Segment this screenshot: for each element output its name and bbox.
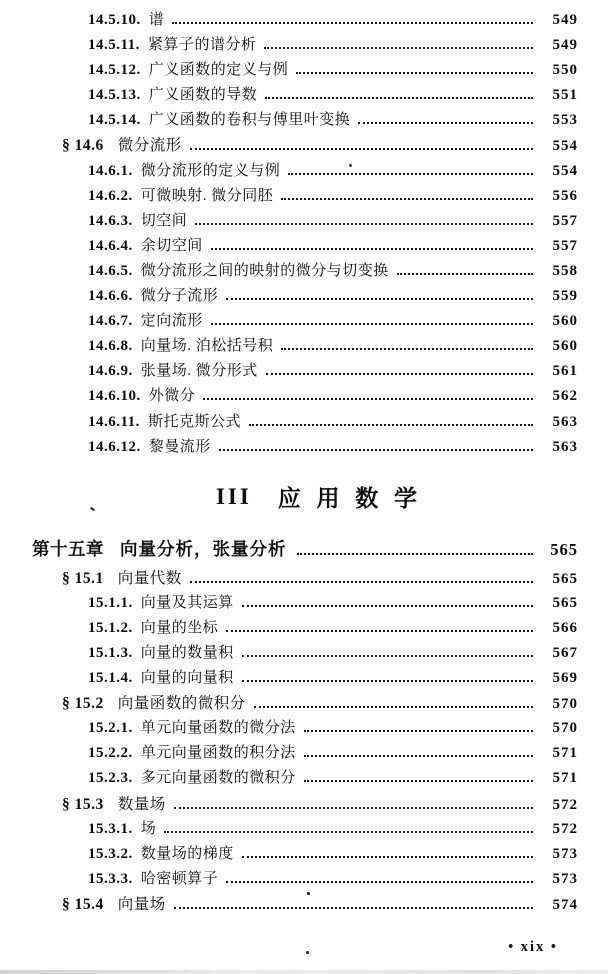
entry-page: 563 xyxy=(552,438,578,455)
entry-page: 572 xyxy=(552,820,578,837)
entry-number: 15.2.2. xyxy=(88,745,133,762)
entry-title: 向量代数 xyxy=(117,569,182,587)
dot-leader xyxy=(266,373,533,375)
entry-number: § 15.1 xyxy=(62,569,104,587)
toc-row xyxy=(0,867,578,892)
toc-row xyxy=(0,591,578,616)
dot-leader xyxy=(254,706,533,708)
toc-row xyxy=(0,259,578,284)
entry-title: 单元向量函数的微分法 xyxy=(140,720,296,737)
entry-page: 574 xyxy=(552,896,578,913)
dot-leader xyxy=(281,348,533,350)
entry-title: 向量的数量积 xyxy=(140,644,234,661)
toc-row xyxy=(0,566,578,591)
entry-number: 14.5.11. xyxy=(88,37,140,54)
entry-page: 566 xyxy=(552,619,578,636)
entry-number: 14.5.12. xyxy=(88,62,141,79)
entry-number: 14.5.10. xyxy=(88,12,141,28)
entry-page: 563 xyxy=(552,413,578,430)
toc-row xyxy=(0,133,578,158)
entry-title: 紧算子的谱分析 xyxy=(147,37,257,54)
entry-number: 14.6.1. xyxy=(88,162,133,179)
entry-page: 554 xyxy=(552,162,578,179)
toc-row xyxy=(0,641,578,666)
entry-title: 微分子流形 xyxy=(140,288,219,305)
toc-row xyxy=(0,33,578,58)
entry-title: 广义函数的导数 xyxy=(148,87,258,104)
entry-title: 哈密顿算子 xyxy=(140,870,219,887)
toc-row xyxy=(0,159,578,184)
entry-title: 向量函数的微积分 xyxy=(117,695,246,713)
entry-title: 向量场 xyxy=(117,895,166,913)
entry-title: 多元向量函数的微积分 xyxy=(140,770,296,787)
toc-row xyxy=(0,384,578,409)
entry-title: 数量场的梯度 xyxy=(140,845,234,862)
entry-number: 15.2.1. xyxy=(88,720,133,737)
entry-page: 565 xyxy=(552,570,578,587)
dot-leader xyxy=(164,831,533,833)
dot-leader xyxy=(174,807,533,809)
part-title: 应 用 数 学 xyxy=(277,486,423,512)
toc-row xyxy=(0,284,578,309)
entry-page: 565 xyxy=(550,539,578,559)
entry-title: 定向流形 xyxy=(140,313,203,330)
dot-leader xyxy=(264,47,533,49)
entry-page: 572 xyxy=(552,796,578,813)
part-number: III xyxy=(215,483,252,509)
entry-page: 565 xyxy=(552,594,578,611)
toc-row xyxy=(0,309,578,334)
dot-leader xyxy=(304,780,533,782)
entry-page: 549 xyxy=(552,12,578,28)
dot-leader xyxy=(226,298,533,300)
entry-number: 14.6.12. xyxy=(88,438,141,455)
entry-page: 573 xyxy=(552,845,578,862)
toc-row xyxy=(0,666,578,691)
entry-number: § 14.6 xyxy=(62,137,104,155)
toc-row xyxy=(0,58,578,83)
dot-leader xyxy=(226,881,533,883)
dot-leader xyxy=(281,198,533,200)
toc-row xyxy=(0,410,578,435)
entry-title: 向量的向量积 xyxy=(140,670,234,687)
entry-number: 15.3.2. xyxy=(88,845,133,862)
toc-row xyxy=(0,83,578,108)
entry-number: 14.6.4. xyxy=(88,237,133,254)
toc-row xyxy=(0,817,578,842)
part-heading xyxy=(0,480,578,514)
entry-number: 14.6.10. xyxy=(88,388,141,405)
entry-number: 第十五章 xyxy=(32,538,104,559)
dot-leader xyxy=(242,856,533,858)
toc-row xyxy=(0,892,578,917)
scan-speck xyxy=(306,951,309,954)
entry-number: 15.1.3. xyxy=(88,644,133,661)
entry-title: 向量及其运算 xyxy=(140,594,234,611)
page-number-footer: • xix • xyxy=(508,939,558,955)
entry-page: 550 xyxy=(552,62,578,79)
dot-leader xyxy=(190,581,533,583)
toc-row xyxy=(0,536,578,566)
entry-title: 张量场. 微分形式 xyxy=(140,363,258,380)
toc-row xyxy=(0,8,578,33)
entry-title: 向量的坐标 xyxy=(140,619,219,636)
entry-title: 向量场. 泊松括号积 xyxy=(140,338,274,355)
dot-leader xyxy=(304,755,533,757)
entry-title: 数量场 xyxy=(117,795,166,813)
dot-leader xyxy=(226,630,533,632)
entry-page: 569 xyxy=(552,670,578,687)
entry-page: 571 xyxy=(552,745,578,762)
entry-title: 余切空间 xyxy=(140,237,203,254)
entry-page: 571 xyxy=(552,770,578,787)
scan-speck xyxy=(349,164,352,167)
entry-page: 567 xyxy=(552,644,578,661)
entry-number: 14.6.8. xyxy=(88,338,133,355)
entry-page: 557 xyxy=(552,212,578,229)
entry-title: 外微分 xyxy=(148,388,196,405)
dot-leader xyxy=(358,122,533,124)
entry-title: 切空间 xyxy=(140,212,188,229)
entry-number: § 15.2 xyxy=(62,695,104,713)
entry-page: 556 xyxy=(552,187,578,204)
entry-title: 斯托克斯公式 xyxy=(147,413,241,430)
entry-page: 573 xyxy=(552,870,578,887)
dot-leader xyxy=(304,730,533,732)
entry-title: 可微映射. 微分同胚 xyxy=(140,187,274,204)
toc-row xyxy=(0,359,578,384)
dot-leader xyxy=(242,655,533,657)
entry-number: 15.1.1. xyxy=(88,594,133,611)
toc-row xyxy=(0,616,578,641)
entry-title: 微分流形 xyxy=(117,137,182,155)
dot-leader xyxy=(211,248,533,250)
entry-number: 15.2.3. xyxy=(88,770,133,787)
entry-number: 15.1.2. xyxy=(88,619,133,636)
entry-page: 557 xyxy=(552,237,578,254)
entry-page: 570 xyxy=(552,720,578,737)
dot-leader xyxy=(265,97,533,99)
dot-leader xyxy=(172,22,533,24)
entry-number: 14.6.7. xyxy=(88,313,133,330)
dot-leader xyxy=(190,148,533,150)
toc-row xyxy=(0,184,578,209)
toc-row xyxy=(0,842,578,867)
dot-leader xyxy=(242,680,533,682)
dot-leader xyxy=(297,553,534,555)
entry-title: 场 xyxy=(140,820,157,837)
entry-title: 黎曼流形 xyxy=(148,438,211,455)
toc-row xyxy=(0,108,578,133)
entry-number: 14.5.13. xyxy=(88,87,141,104)
toc-row xyxy=(0,716,578,741)
toc-row xyxy=(0,435,578,460)
entry-number: 14.6.6. xyxy=(88,288,133,305)
toc-row xyxy=(0,691,578,716)
entry-number: 15.3.1. xyxy=(88,820,133,837)
entry-page: 570 xyxy=(552,696,578,713)
entry-page: 561 xyxy=(552,363,578,380)
entry-title: 向量分析，张量分析 xyxy=(120,538,287,559)
dot-leader xyxy=(296,72,533,74)
entry-number: 14.6.11. xyxy=(88,413,140,430)
entry-number: 14.6.5. xyxy=(88,262,133,279)
scan-edge-artifact xyxy=(0,970,608,974)
entry-number: 14.6.2. xyxy=(88,187,133,204)
entry-number: 15.3.3. xyxy=(88,870,133,887)
toc-row xyxy=(0,209,578,234)
entry-title: 谱 xyxy=(148,12,165,28)
toc-row xyxy=(0,234,578,259)
entry-number: § 15.4 xyxy=(62,895,104,913)
dot-leader xyxy=(219,449,533,451)
dot-leader xyxy=(211,323,533,325)
entry-title: 广义函数的定义与例 xyxy=(148,62,289,79)
entry-number: 15.1.4. xyxy=(88,670,133,687)
toc-list xyxy=(0,8,608,917)
entry-page: 558 xyxy=(552,262,578,279)
toc-row xyxy=(0,741,578,766)
entry-number: 14.6.9. xyxy=(88,363,133,380)
entry-page: 553 xyxy=(552,112,578,129)
toc-row xyxy=(0,334,578,359)
entry-number: 14.5.14. xyxy=(88,112,141,129)
entry-page: 551 xyxy=(552,87,578,104)
dot-leader xyxy=(249,424,533,426)
dot-leader xyxy=(397,273,533,275)
toc-row xyxy=(0,792,578,817)
dot-leader xyxy=(174,907,533,909)
entry-title: 单元向量函数的积分法 xyxy=(140,745,296,762)
entry-title: 微分流形的定义与例 xyxy=(140,162,281,179)
toc-row xyxy=(0,766,578,791)
dot-leader xyxy=(242,605,533,607)
entry-title: 微分流形之间的映射的微分与切变换 xyxy=(140,262,389,279)
entry-page: 554 xyxy=(552,138,578,155)
scan-speck xyxy=(307,892,310,895)
entry-number: 14.6.3. xyxy=(88,212,133,229)
entry-page: 560 xyxy=(552,313,578,330)
entry-page: 549 xyxy=(552,37,578,54)
entry-page: 559 xyxy=(552,288,578,305)
dot-leader xyxy=(203,398,533,400)
entry-title: 广义函数的卷积与傅里叶变换 xyxy=(148,112,351,129)
entry-number: § 15.3 xyxy=(62,795,104,813)
dot-leader xyxy=(195,223,533,225)
entry-page: 562 xyxy=(552,388,578,405)
entry-page: 560 xyxy=(552,338,578,355)
dot-leader xyxy=(288,173,533,175)
